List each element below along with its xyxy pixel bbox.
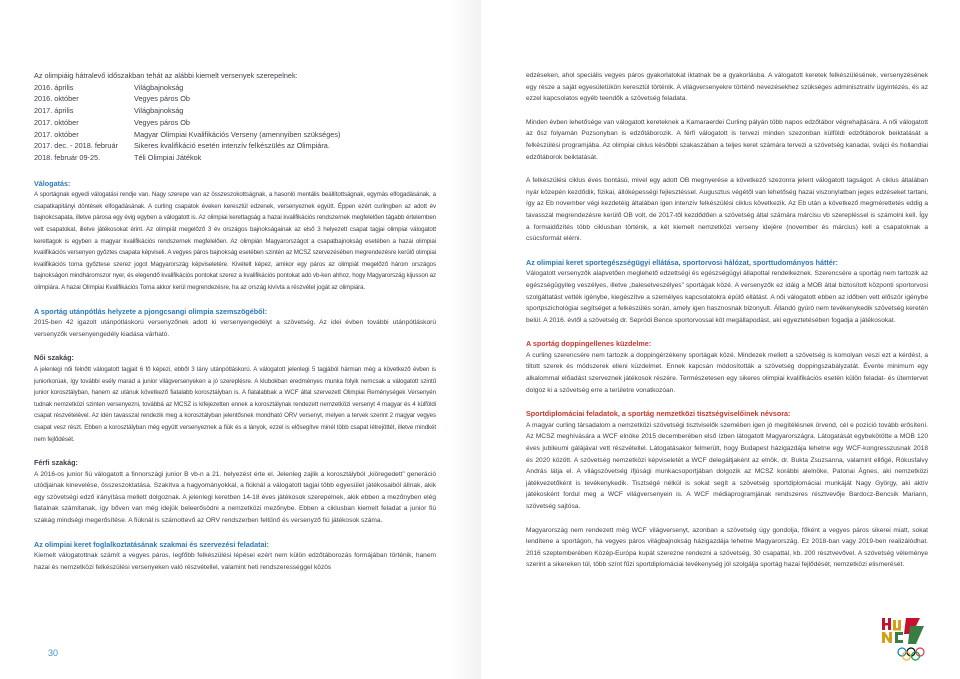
left-page [34,70,436,573]
schedule-intro: Az olimpiáig hátralevő időszakban tehát az alábbi kiemelt versenyek szerepelnek: [34,71,298,80]
health-heading: Az olimpiai keret sportegészségügyi ellátása, sportorvosi hálózat, sporttudományos háttér: [526,257,838,267]
schedule-date: 2016. október [34,94,79,104]
camp-paragraph-1: edzéseken, ahol speciális vegyes páros gyakorlatokat iktatnak be a gyakorlásba. A válogatott keretek felkészülésének, versenyzésének egy része a saját egyesületükön keresztül történik. A világversenyekre történő nevezésekhez szükséges adminisztratív ügyintézés, és az ezzel kapcsolatos egyéb teendők a szövetség feladata. [526,72,928,103]
men-heading: Férfi szakág: [34,458,78,468]
hungary-olympic-logo [876,614,930,662]
women-text: A jelenlegi női felnőtt válogatott tagjait 6 fő képezi, ebből 3 lány utánpótláskorú. A válogatott jelenlegi 5 tagjából hárman még a következő évben is juniorkorúak, így további esély marad a junior világversenyeken a jó szereplésre. A klubokban eredményes munka folyik nemcsak a válogatott szintű junior korosztályban, hanem az utánuk következő fiatalabb korosztályban is. A fiatalabbak a WCF által szervezett Olimpiai Reménységek Versenyén tudnak nemzetközi szinten versenyezni, továbbá az MCSZ is kifejezetten ennek a korosztálynak rendezett nemzetközi versenyt 4 magyar és 4 külföldi csapat részvételével. Az idén tavasszal rendezik meg a korosztályban jelentősnek mondható ORV versenyt, melyen a tervek szerint 2 magyar vegyes csapat vesz részt. Ebben a korosztályban még együtt versenyeznek a fiúk és a lányok, ezzel is elősegítve minél több csapat létrejöttét, illetve mindkét nem fejlődését. [34,365,436,443]
schedule-row [34,140,436,152]
preparation-heading: Az olimpiai keret foglalkoztatásának szakmai és szervezési feladatai: [34,539,269,549]
preparation-text: Kiemelt válogatottnak számít a vegyes páros, legfőbb felkészülési lépései ezért nem külön edzőtáborozás formájában történik, hanem hazai és nemzetközi felkészülési versenyeken való részvétellel, valamint heti rendszerességgel közös [34,552,436,571]
selection-text: A sportágnak egyedi válogatási rendje van. Nagy szerepe van az összeszokottságnak, a hasonló mentális beállítottságnak, egymás elfogadásának, a csapatkapitányi döntések elfogadásának. A curling csapatok éveken keresztül edzenek, versenyeznek együtt. Éppen ezért curlingben az adott év bajnokcsapata, illetve párosa egy évig egyben a válogatott is. Az olimpiai kerettagság a hazai kvalifikációs rendszernek megfelelően tágabb értelemben vett csapatokat, illetve játékosokat érint. Az olimpiát megelőző 3 év országos bajnokságainak az első 3 helyezett csapat tagjai olimpiai válogatott kerettagok is egyben a magyar kvalifikációs rendszernek megfelelően. Az olimpián Magyarországot a csapatbajnokság esetében a hazai olimpiai kvalifikációs versenyen győztes csapata képviseli. A vegyes páros bajnokság esetében szintén az MCSZ szervezésében megrendezésre kerülő olimpiai kvalifikációs torna győztese szerez jogot Magyarország képviseletére. Kivételt képez, amikor egy páros az olimpiát megelőző három országos bajnokságon mindháromszor nyer, és elegendő kvalifikációs pontokat szerez a kvalifikációs pontokat adó vb-ken ahhoz, hogy Magyarország kijusson az olimpiára. A hazai Olimpiai Kvalifikációs Torna akkor kerül megrendezésre, ha az ország kivívta a részvétel jogát az olimpiára. [34,191,436,291]
camp-paragraph-2: Minden évben lehetősége van válogatott kereteknek a Kamaraerdei Curling pályán több napos edzőtábor végrehajtására. A női válogatott az ősz folyamán Pozsonyban is edzőtáborozik. A férfi válogatott is tervezi minden szezonban külföldi edzőtáborok beiktatását a felkészülési programjába. Az olimpiai ciklus későbbi szakaszában a teljes keret számára tervezi a szövetség kanadai, svájci és hollandiai edzőtáborok beiktatását. [526,118,928,161]
schedule-event: Vegyes páros Ob [134,94,190,104]
cycle-paragraph: A felkészülési ciklus éves bontású, mivel egy adott OB megnyerése a következő szezonra jelent válogatott tagságot. A ciklus általában nyár közepén kezdődik, fizikai, állóképességi fejlesztéssel. Augusztus végétől van lehetőség hazai viszonylatban jeges edzéseket tartani, így az Eb november végi kezdetéig általában igen intenzív felkészülési ciklus következik. Az Eb után a következő megmérettetés eddig a tavasszal megrendezésre kerülő OB volt, de 2017-től kezdődően a szövetség által számára márcisu vb szerepléssel is számolni kell. Így a formaidőzítés több ciklusban történik, a két kiemelt nemzetközi verseny idejére (november és március) kell a csapatoknak a csúcsformát elérni. [526,177,928,243]
schedule [34,70,436,164]
schedule-date: 2018. február 09-25. [34,152,101,162]
schedule-event: Téli Olimpiai Játékok [134,152,202,162]
schedule-date: 2017. dec. - 2018. február [34,141,118,151]
hungary-letters-graphic [882,618,924,644]
schedule-event: Sikeres kvalifikáció esetén intenzív felkészülés az Olimpiára. [134,141,330,151]
schedule-date: 2017. október [34,117,79,127]
schedule-event: Világbajnokság [134,106,184,116]
closing-text: Magyarország nem rendezett még WCF világversenyt, azonban a szövetség úgy gondolja, főként a vegyes páros sikerei miatt, sokat lendítene a sportágon, ha vegyes páros világbajnokság házigazdája lehetne Magyarország. Ez 2018-ban vagy 2019-ben realizálódhat. 2016 szeptemberében Közép-Európa kupát szerezne rendezni a szövetség, 30 csapattal, kb. 200 résztvevővel. A szövetség véleménye szerint a sikereken túl, több színt fűzi sportdiplomáciai tevékenység jól szolgálja sportág hazai fejlődését, nemzetközi elismerését. [526,526,928,569]
page-number: 30 [48,648,59,658]
men-text: A 2016-os junior fiú válogatott a finnországi junior B vb-n a 21. helyezést érte el. Jelenleg zajlik a korosztályból „kiöregedett” generáció utódjainak kinevelése, összeszoktatása. Szakítva a hagyományokkal, a fiúknál a válogatott tagjai több egyesület játékosaiból állnak, akik egy szövetségi edző irányítása mellett dolgoznak. A jelenlegi keretben 14-18 éves játékosok szerepelnek, akik ebben a mezőnyben elég fiatalnak számítanak, így bőven van még idejük beleerősödni a nemzetközi mezőnybe. Ebben a ciklusban kiemelt feladat a junior fiú szakág mindségi megerősítése. A fiúknál is számottevő az ORV rendszerben feltűnő és versenyző fiú játékosok száma. [34,470,436,525]
schedule-date: 2017. április [34,106,74,116]
olympic-rings-icon [898,648,924,660]
schedule-row [34,152,436,164]
schedule-row [34,93,436,105]
youth-heading: A sportág utánpótlás helyzete a pjongcsangi olimpia szemszögéből: [34,306,267,316]
schedule-row [34,82,436,94]
women-heading: Női szakág: [34,353,74,363]
schedule-date: 2016. április [34,82,74,92]
schedule-date: 2017. október [34,129,79,139]
selection-heading: Válogatás: [34,178,71,188]
schedule-row [34,105,436,117]
page-spine [480,0,481,679]
schedule-event: Vegyes páros Ob [134,117,190,127]
diplomacy-heading: Sportdiplomáciai feladatok, a sportág nemzetközi tisztségviselőinek névsora: [526,409,791,419]
diplomacy-text: A magyar curling társadalom a nemzetközi szövetségi tisztviselők szemében igen jó megítélésnek örvend, cél e pozíció tovább erősítení. Az MCSZ meghívására a WCF elnöke 2015 decemberében első ízben látogatott Magyarországra. Látogatását egybekötötte a MOB 120 éves jubileumi gálájával vett részvétellel. Látogatásakor felmerült, hogy Budapest házigazdája lehetne egy WCF-kongresszusnak 2018 és 2020 között. A szövetség nemzetközi képviseletét a WCF delegáltjaként az elnök, dr. Bukta Zsuzsanna, valamint ellőgé, Rókusfalvy András látja el. A világszövetség ifjúsági munkacsoportjában dolgozik az MCSZ korábbi alelnöke, Patonai Ágnes, aki nemzetközi játékvezetőként is tevékenykedik. Tisztségé nélkül is sokat segít a szövetség sportdiplomáciai munkáját Nagy György, aki aktív játékosként fordul meg a WCF világversenyein is. A WCF médiaprogramjának rendszeres résztvevője Bardocz-Bencsik Mariann, szövetség sajtósa. [526,421,928,510]
schedule-row [34,129,436,141]
doping-text: A curling szerencsére nem tartozik a doppingérzékeny sportágak közé. Mindezek mellett a szövetség is komolyan veszi ezt a kérdést, a tiltott szerek és módszerek elleni küzdelmet. Ennek kapcsán módosították a szövetség doppingszabályzatát. Évente minimum egy alkalommal előadást szerveznek játékosok részére. Természetesen egy sikeres olimpiai kvalifikációs esetén külön feladat- és ütemtervet dolgoz ki a szövetség erre a területre vonatkozóan. [526,351,928,394]
right-page [526,70,928,571]
schedule-event: Világbajnokság [134,82,184,92]
schedule-event: Magyar Olimpiai Kvalifikációs Verseny (amennyiben szükséges) [134,129,341,139]
page-spine-shadow [450,0,480,679]
schedule-row [34,117,436,129]
health-text: Válogatott versenyzők alapvetően meglehető edzettségi és egészségügyi állapottal rendelkeznek. Szerencsére a sportág nem tartozik az egészségügyileg veszélyes, illetve „balesetveszélyes” sportágak közé. A versenyzők ez idáig a MOB által biztosított központi sportorvosi szolgáltatást vették igénybe, kiegészítve a személyes kapcsolatokra épülő ellátást. A női válogatott ebben az időben vett először igénybe sportpszichológiai segítséget a felkészülés során, amely igen hasznosnak bizonyult. Állandó gyúró nem tevékenykedik szövetség keretén belül. A 2016. évtől a szövetség dr. Sepródi Bence sportorvossal köt megállapodást, aki egyeztetésében fogadja a játékosokat. [526,270,928,324]
youth-text: 2015-ben 42 igazolt utánpótláskorú versenyzőnek adott ki versenyengedélyt a szövetség. Az idei évben további utánpótláskorú versenyzők versenyengedély kiadása várható. [34,319,436,338]
doping-heading: A sportág doppingellenes küzdelme: [526,339,652,349]
